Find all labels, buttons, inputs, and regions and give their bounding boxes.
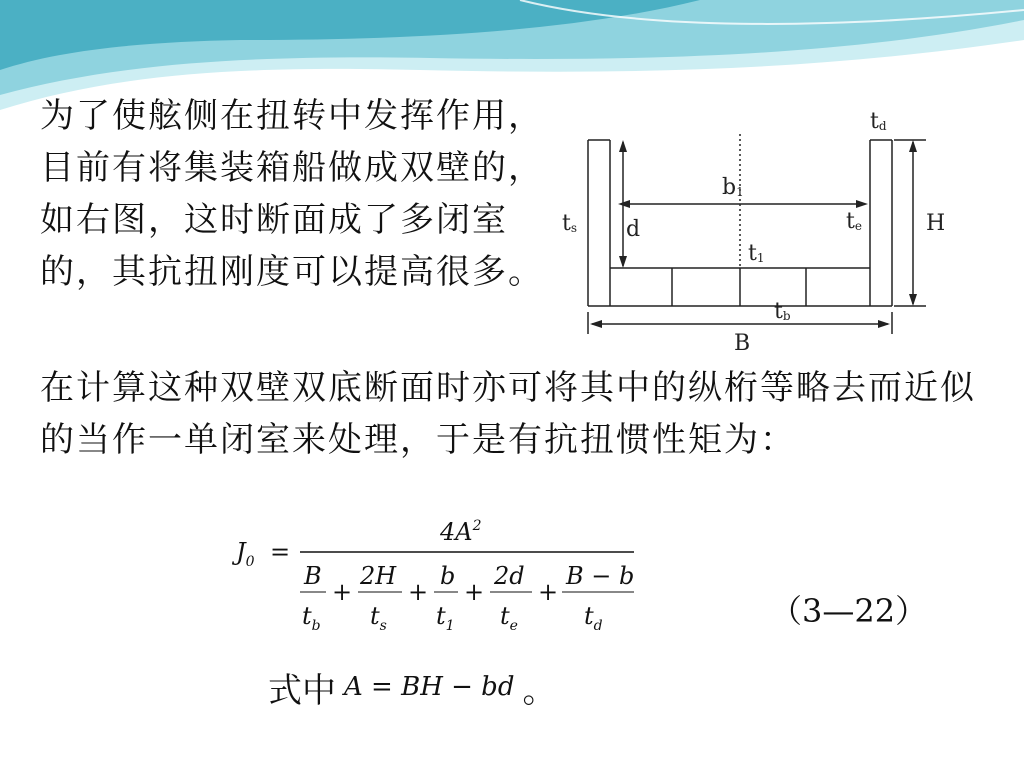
formula-equals: = bbox=[270, 538, 291, 566]
formula-term-3 bbox=[434, 562, 458, 634]
where-clause bbox=[268, 662, 556, 712]
formula-numerator: $4A^2$ bbox=[440, 518, 482, 546]
formula-plus-1: + bbox=[332, 578, 353, 606]
svg-text:ts: $t_s$ bbox=[370, 602, 387, 634]
formula-term-4 bbox=[490, 562, 532, 634]
svg-text:te: $t_e$ bbox=[500, 602, 518, 634]
svg-text:t1: $t_1$ bbox=[436, 602, 455, 634]
label-B: B bbox=[734, 331, 751, 356]
formula-term-5 bbox=[562, 562, 634, 634]
svg-text:2d: 2d bbox=[494, 562, 525, 590]
torsion-inertia-formula bbox=[232, 508, 652, 648]
where-expression: A = BH − bd bbox=[344, 672, 515, 702]
label-d: d bbox=[626, 217, 641, 242]
formula-plus-3: + bbox=[464, 578, 485, 606]
label-td: td bbox=[870, 109, 887, 134]
svg-text:b: b bbox=[440, 562, 456, 590]
label-b1: b1 bbox=[722, 175, 744, 200]
label-te: te bbox=[846, 209, 862, 234]
formula-term-1 bbox=[300, 562, 326, 634]
svg-text:td: $t_d$ bbox=[584, 602, 603, 634]
label-ts: ts bbox=[562, 211, 578, 236]
formula-term-2 bbox=[358, 562, 402, 634]
label-t1: t1 bbox=[748, 241, 765, 266]
label-H: H bbox=[926, 211, 946, 236]
formula-plus-4: + bbox=[538, 578, 559, 606]
svg-text:2H: 2H bbox=[360, 562, 397, 590]
svg-text:B − b: B − b bbox=[566, 562, 635, 590]
where-prefix: 式中 bbox=[268, 670, 336, 711]
formula-lhs: $J_0$ bbox=[236, 538, 255, 570]
intro-paragraph: 为了使舷侧在扭转中发挥作用，目前有将集装箱船做成双壁的，如右图，这时断面成了多闭室的，其抗扭刚度可以提高很多。 bbox=[40, 96, 544, 292]
double-hull-cross-section-diagram bbox=[556, 104, 956, 364]
where-suffix: 。 bbox=[522, 670, 557, 711]
body-paragraph: 在计算这种双壁双底断面时亦可将其中的纵桁等略去而近似的当作一单闭室来处理，于是有抗扭惯性矩为： bbox=[40, 368, 976, 460]
label-tb: tb bbox=[774, 299, 791, 324]
svg-text:tb: $t_b$ bbox=[302, 602, 321, 634]
formula-plus-2: + bbox=[408, 578, 429, 606]
equation-number: （3—22） bbox=[770, 592, 928, 630]
svg-text:B: B bbox=[304, 562, 322, 590]
